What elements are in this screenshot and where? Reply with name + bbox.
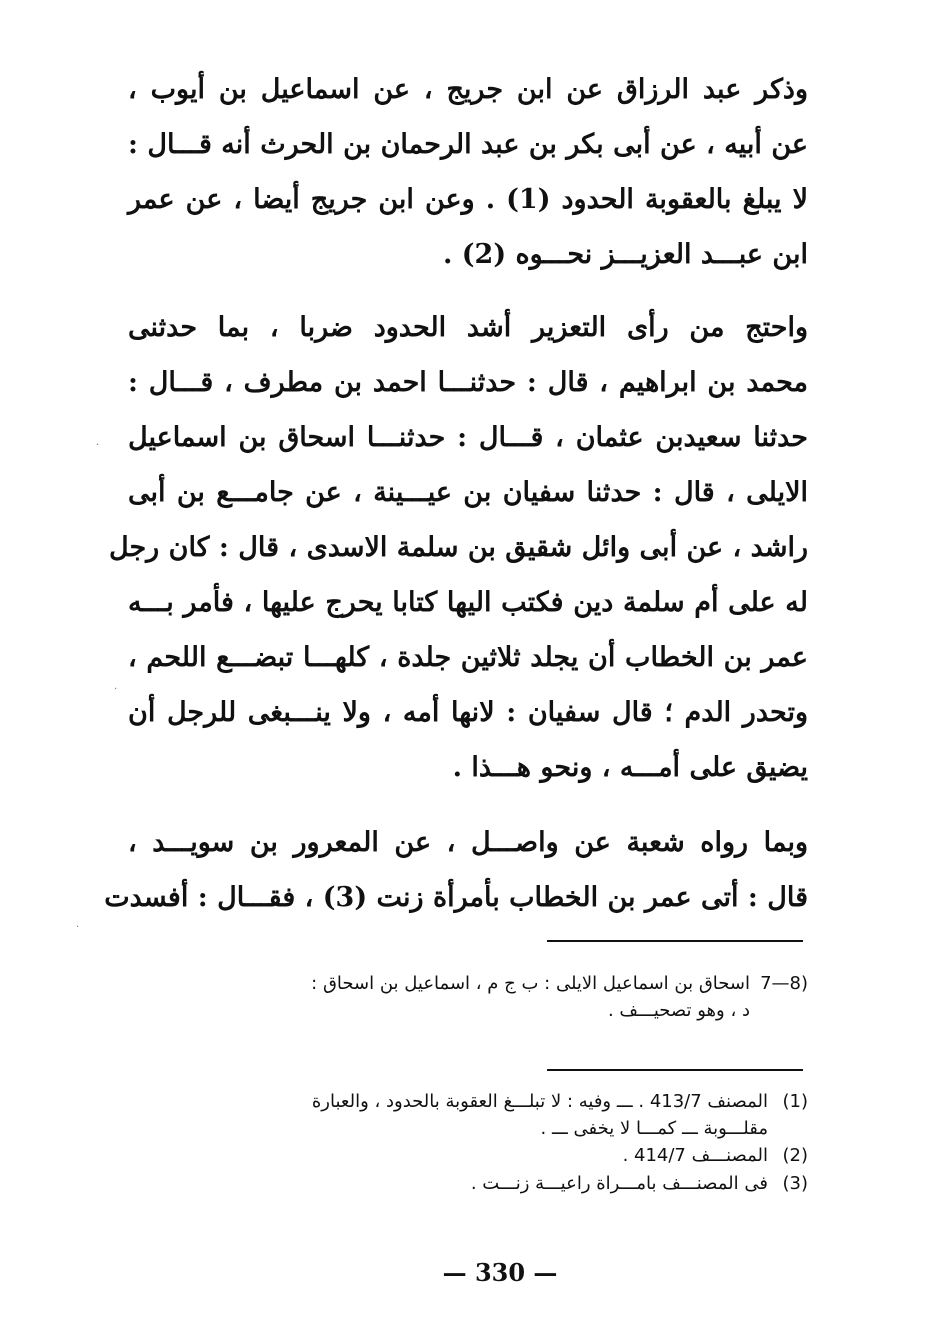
text-line: راشد ، عن أبى وائل شقيق بن سلمة الاسدى ، قال : كان رجل [109,532,808,563]
scan-speck: · [114,684,118,695]
note-row [128,970,808,998]
text-line: وذكر عبد الرزاق عن ابن جريج ، عن اسماعيل بن أيوب ، [128,74,808,105]
footnote-text: المصنـــف 414/7 . [622,1145,768,1166]
paragraph-1 [128,62,808,282]
footnotes [128,1088,808,1198]
text-line: قال : أتى عمر بن الخطاب بأمرأة زنت (3) ، فقـــال : أفسدت [104,882,808,913]
paragraph-3 [104,815,808,925]
footnote-separator [547,1069,803,1071]
footnote-separator [547,940,803,942]
footnote-2 [128,1142,808,1170]
paragraph-2 [109,300,808,795]
footnote-text: المصنف 413/7 . ـــ وفيه : لا تبلـــغ العقوبة بالحدود ، والعبارة [311,1091,768,1112]
note-text: اسحاق بن اسماعيل الايلى : ب ج م ، اسماعيل بن اسحاق : [311,973,750,994]
note-number: 7—8) [760,973,808,994]
text-line: وبما رواه شعبة عن واصـــل ، عن المعرور بن سويـــد ، [128,827,808,858]
footnote-3 [128,1170,808,1198]
text-line: وتحدر الدم ؛ قال سفيان : لانها أمه ، ولا ينـــبغى للرجل أن [128,697,808,728]
note-text-continuation: د ، وهو تصحيـــف . [607,1000,750,1021]
page-number: — 330 — [442,1258,558,1287]
text-line: عن أبيه ، عن أبى بكر بن عبد الرحمان بن الحرث أنه قـــال : [128,129,808,160]
text-line: الايلى ، قال : حدثنا سفيان بن عيـــينة ، عن جامـــع بن أبى [128,477,808,508]
text-line: ابن عبـــد العزيـــز نحـــوه (2) . [442,239,808,270]
text-line: عمر بن الخطاب أن يجلد ثلاثين جلدة ، كلهـــا تبضـــع اللحم ، [128,642,808,673]
footnote-text-continuation: مقلـــوبة ـــ كمـــا لا يخفى ـــ . [540,1118,768,1139]
footnote-number: (3) [782,1173,808,1194]
footnote-number: (1) [782,1091,808,1112]
text-line: له على أم سلمة دين فكتب اليها كتابا يحرج عليها ، فأمر بـــه [128,587,808,618]
text-line: لا يبلغ بالعقوبة الحدود (1) . وعن ابن جريج أيضا ، عن عمر [128,184,808,215]
collation-note [128,970,808,1024]
footnote-text: فى المصنـــف بامـــراة راعيـــة زنـــت . [470,1173,768,1194]
text-line: يضيق على أمـــه ، ونحو هـــذا . [452,752,808,783]
text-line: محمد بن ابراهيم ، قال : حدثنـــا احمد بن مطرف ، قـــال : [128,367,808,398]
text-line: واحتج من رأى التعزير أشد الحدود ضربا ، بما حدثنى [128,312,808,343]
text-line: حدثنا سعيدبن عثمان ، قـــال : حدثنـــا اسحاق بن اسماعيل [128,422,808,453]
footnote-number: (2) [782,1145,808,1166]
scan-speck: · [76,922,80,933]
scan-speck: · [96,440,100,451]
footnote-1 [128,1088,808,1116]
